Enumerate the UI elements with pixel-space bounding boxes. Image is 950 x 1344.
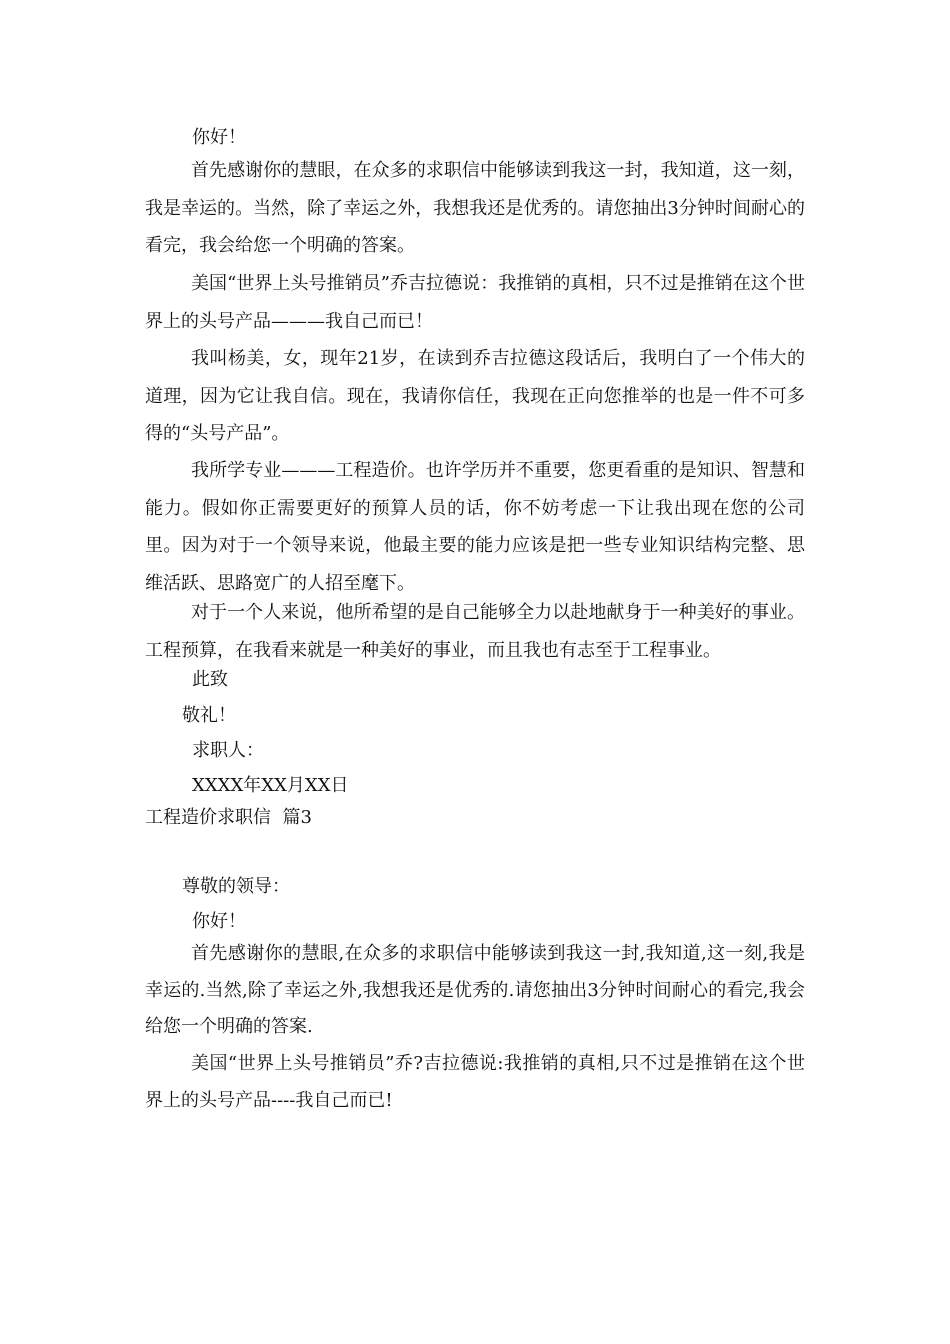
letter1-paragraph-3: 我叫杨美，女，现年21岁，在读到乔吉拉德这段话后，我明白了一个伟大的道理，因为它让我自信。现在，我请你信任，我现在正向您推举的也是一件不可多得的“头号产品”。 bbox=[145, 348, 805, 444]
letter1-closing-1: 此致 bbox=[192, 669, 228, 690]
letter1-applicant: 求职人： bbox=[192, 740, 264, 761]
letter1-paragraph-5: 对于一个人来说，他所希望的是自己能够全力以赴地献身于一种美好的事业。工程预算，在我看来就是一种美好的事业，而且我也有志至于工程事业。 bbox=[145, 602, 805, 661]
letter2-salutation: 尊敬的领导： bbox=[182, 876, 290, 897]
letter1-date: XXXX年XX月XX日 bbox=[192, 775, 349, 796]
section-heading: 工程造价求职信 篇3 bbox=[145, 807, 312, 828]
letter2-paragraph-2: 美国“世界上头号推销员”乔?吉拉德说:我推销的真相,只不过是推销在这个世界上的头号产品----我自己而已! bbox=[145, 1053, 805, 1111]
letter1-greeting: 你好！ bbox=[192, 127, 246, 148]
letter2-paragraph-1: 首先感谢你的慧眼,在众多的求职信中能够读到我这一封,我知道,这一刻,我是幸运的.当然,除了幸运之外,我想我还是优秀的.请您抽出3分钟时间耐心的看完,我会给您一个明确的答案. bbox=[145, 943, 805, 1037]
letter1-closing-2: 敬礼！ bbox=[182, 705, 236, 726]
letter1-paragraph-1: 首先感谢你的慧眼，在众多的求职信中能够读到我这一封，我知道，这一刻，我是幸运的。当然，除了幸运之外，我想我还是优秀的。请您抽出3分钟时间耐心的看完，我会给您一个明确的答案。 bbox=[145, 160, 805, 256]
letter1-paragraph-2: 美国“世界上头号推销员”乔吉拉德说：我推销的真相，只不过是推销在这个世界上的头号产品———我自己而已！ bbox=[145, 273, 805, 332]
letter2-greeting: 你好！ bbox=[192, 911, 246, 932]
letter1-paragraph-4: 我所学专业———工程造价。也许学历并不重要，您更看重的是知识、智慧和能力。假如你正需要更好的预算人员的话，你不妨考虑一下让我出现在您的公司里。因为对于一个领导来说，他最主要的能力应该是把一些专业知识结构完整、思维活跃、思路宽广的人招至麾下。 bbox=[145, 460, 805, 594]
